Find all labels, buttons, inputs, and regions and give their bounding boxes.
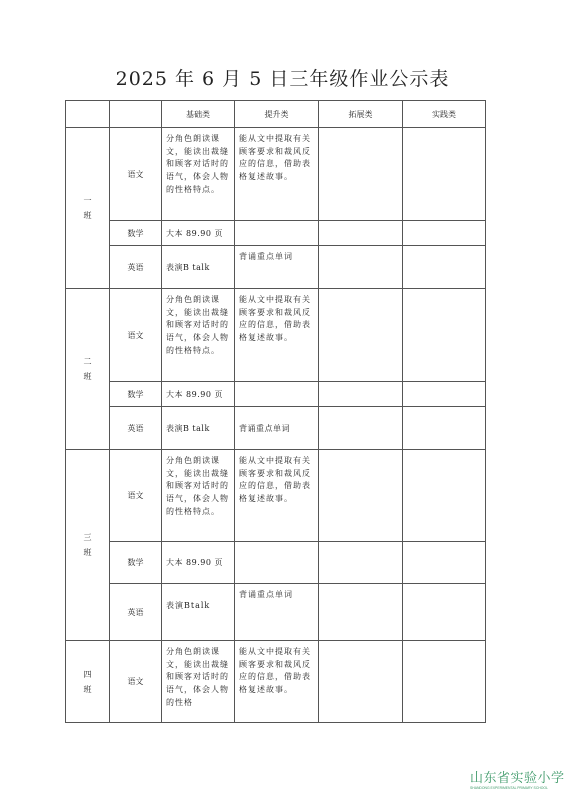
table-row bbox=[66, 584, 486, 641]
improve-cell: 能从文中提取有关顾客要求和裁风反应的信息，借助表格复述故事。 bbox=[235, 289, 319, 382]
subject-cell: 语文 bbox=[110, 450, 162, 542]
header-extend: 拓展类 bbox=[319, 101, 403, 128]
improve-cell bbox=[235, 542, 319, 584]
practice-cell bbox=[403, 450, 486, 542]
subject-cell: 数学 bbox=[110, 542, 162, 584]
header-improve: 提升类 bbox=[235, 101, 319, 128]
table-row bbox=[66, 128, 486, 221]
extend-cell bbox=[319, 641, 403, 723]
improve-cell: 能从文中提取有关顾客要求和裁风反应的信息，借助表格复述故事。 bbox=[235, 450, 319, 542]
page-title: 2025 年 6 月 5 日三年级作业公示表 bbox=[115, 68, 450, 90]
basic-cell: 分角色朗读课文，能读出裁缝和顾客对话时的语气，体会人物的性格特点。 bbox=[162, 289, 235, 382]
practice-cell bbox=[403, 407, 486, 450]
extend-cell bbox=[319, 542, 403, 584]
practice-cell bbox=[403, 641, 486, 723]
header-row bbox=[66, 101, 486, 128]
practice-cell bbox=[403, 542, 486, 584]
table-row bbox=[66, 289, 486, 382]
header-basic: 基础类 bbox=[162, 101, 235, 128]
subject-header-cell bbox=[110, 101, 162, 128]
subject-cell: 英语 bbox=[110, 407, 162, 450]
practice-cell bbox=[403, 584, 486, 641]
table-row bbox=[66, 246, 486, 289]
subject-cell: 数学 bbox=[110, 221, 162, 246]
class-cell-1: 一 班 bbox=[66, 128, 110, 289]
extend-cell bbox=[319, 450, 403, 542]
table-row bbox=[66, 221, 486, 246]
subject-cell: 语文 bbox=[110, 128, 162, 221]
homework-table bbox=[65, 100, 486, 723]
improve-cell: 能从文中提取有关顾客要求和裁风反应的信息，借助表格复述故事。 bbox=[235, 641, 319, 723]
school-logo-name: 山东省实验小学 bbox=[470, 771, 565, 786]
subject-cell: 数学 bbox=[110, 382, 162, 407]
extend-cell bbox=[319, 382, 403, 407]
improve-cell: 能从文中提取有关顾客要求和裁风反应的信息，借助表格复述故事。 bbox=[235, 128, 319, 221]
table-row bbox=[66, 450, 486, 542]
improve-cell: 背诵重点单词 bbox=[235, 584, 319, 641]
improve-cell: 背诵重点单词 bbox=[235, 246, 319, 289]
extend-cell bbox=[319, 289, 403, 382]
extend-cell bbox=[319, 128, 403, 221]
corner-cell bbox=[66, 101, 110, 128]
basic-cell: 大本 89.90 页 bbox=[162, 542, 235, 584]
subject-cell: 语文 bbox=[110, 641, 162, 723]
table-row bbox=[66, 542, 486, 584]
basic-cell: 分角色朗读课文，能读出裁缝和顾客对话时的语气，体会人物的性格特点。 bbox=[162, 450, 235, 542]
basic-cell: 表演B talk bbox=[162, 246, 235, 289]
class-cell-4: 四 班 bbox=[66, 641, 110, 723]
class-cell-3: 三 班 bbox=[66, 450, 110, 641]
table-row bbox=[66, 641, 486, 723]
practice-cell bbox=[403, 221, 486, 246]
extend-cell bbox=[319, 246, 403, 289]
basic-cell: 表演Btalk bbox=[162, 584, 235, 641]
practice-cell bbox=[403, 289, 486, 382]
practice-cell bbox=[403, 128, 486, 221]
class-cell-2: 二 班 bbox=[66, 289, 110, 450]
basic-cell: 大本 89.90 页 bbox=[162, 382, 235, 407]
basic-cell: 大本 89.90 页 bbox=[162, 221, 235, 246]
improve-cell: 背诵重点单词 bbox=[235, 407, 319, 450]
subject-cell: 英语 bbox=[110, 584, 162, 641]
basic-cell: 分角色朗读课文，能读出裁缝和顾客对话时的语气，体会人物的性格 bbox=[162, 641, 235, 723]
basic-cell: 表演B talk bbox=[162, 407, 235, 450]
subject-cell: 英语 bbox=[110, 246, 162, 289]
extend-cell bbox=[319, 407, 403, 450]
improve-cell bbox=[235, 382, 319, 407]
table-row bbox=[66, 382, 486, 407]
school-logo bbox=[470, 772, 565, 800]
table-row bbox=[66, 407, 486, 450]
subject-cell: 语文 bbox=[110, 289, 162, 382]
school-logo-english: SHANDONG EXPERIMENTAL PRIMARY SCHOOL bbox=[470, 786, 548, 790]
header-practice: 实践类 bbox=[403, 101, 486, 128]
practice-cell bbox=[403, 382, 486, 407]
extend-cell bbox=[319, 584, 403, 641]
extend-cell bbox=[319, 221, 403, 246]
practice-cell bbox=[403, 246, 486, 289]
improve-cell bbox=[235, 221, 319, 246]
basic-cell: 分角色朗读课文，能读出裁缝和顾客对话时的语气，体会人物的性格特点。 bbox=[162, 128, 235, 221]
